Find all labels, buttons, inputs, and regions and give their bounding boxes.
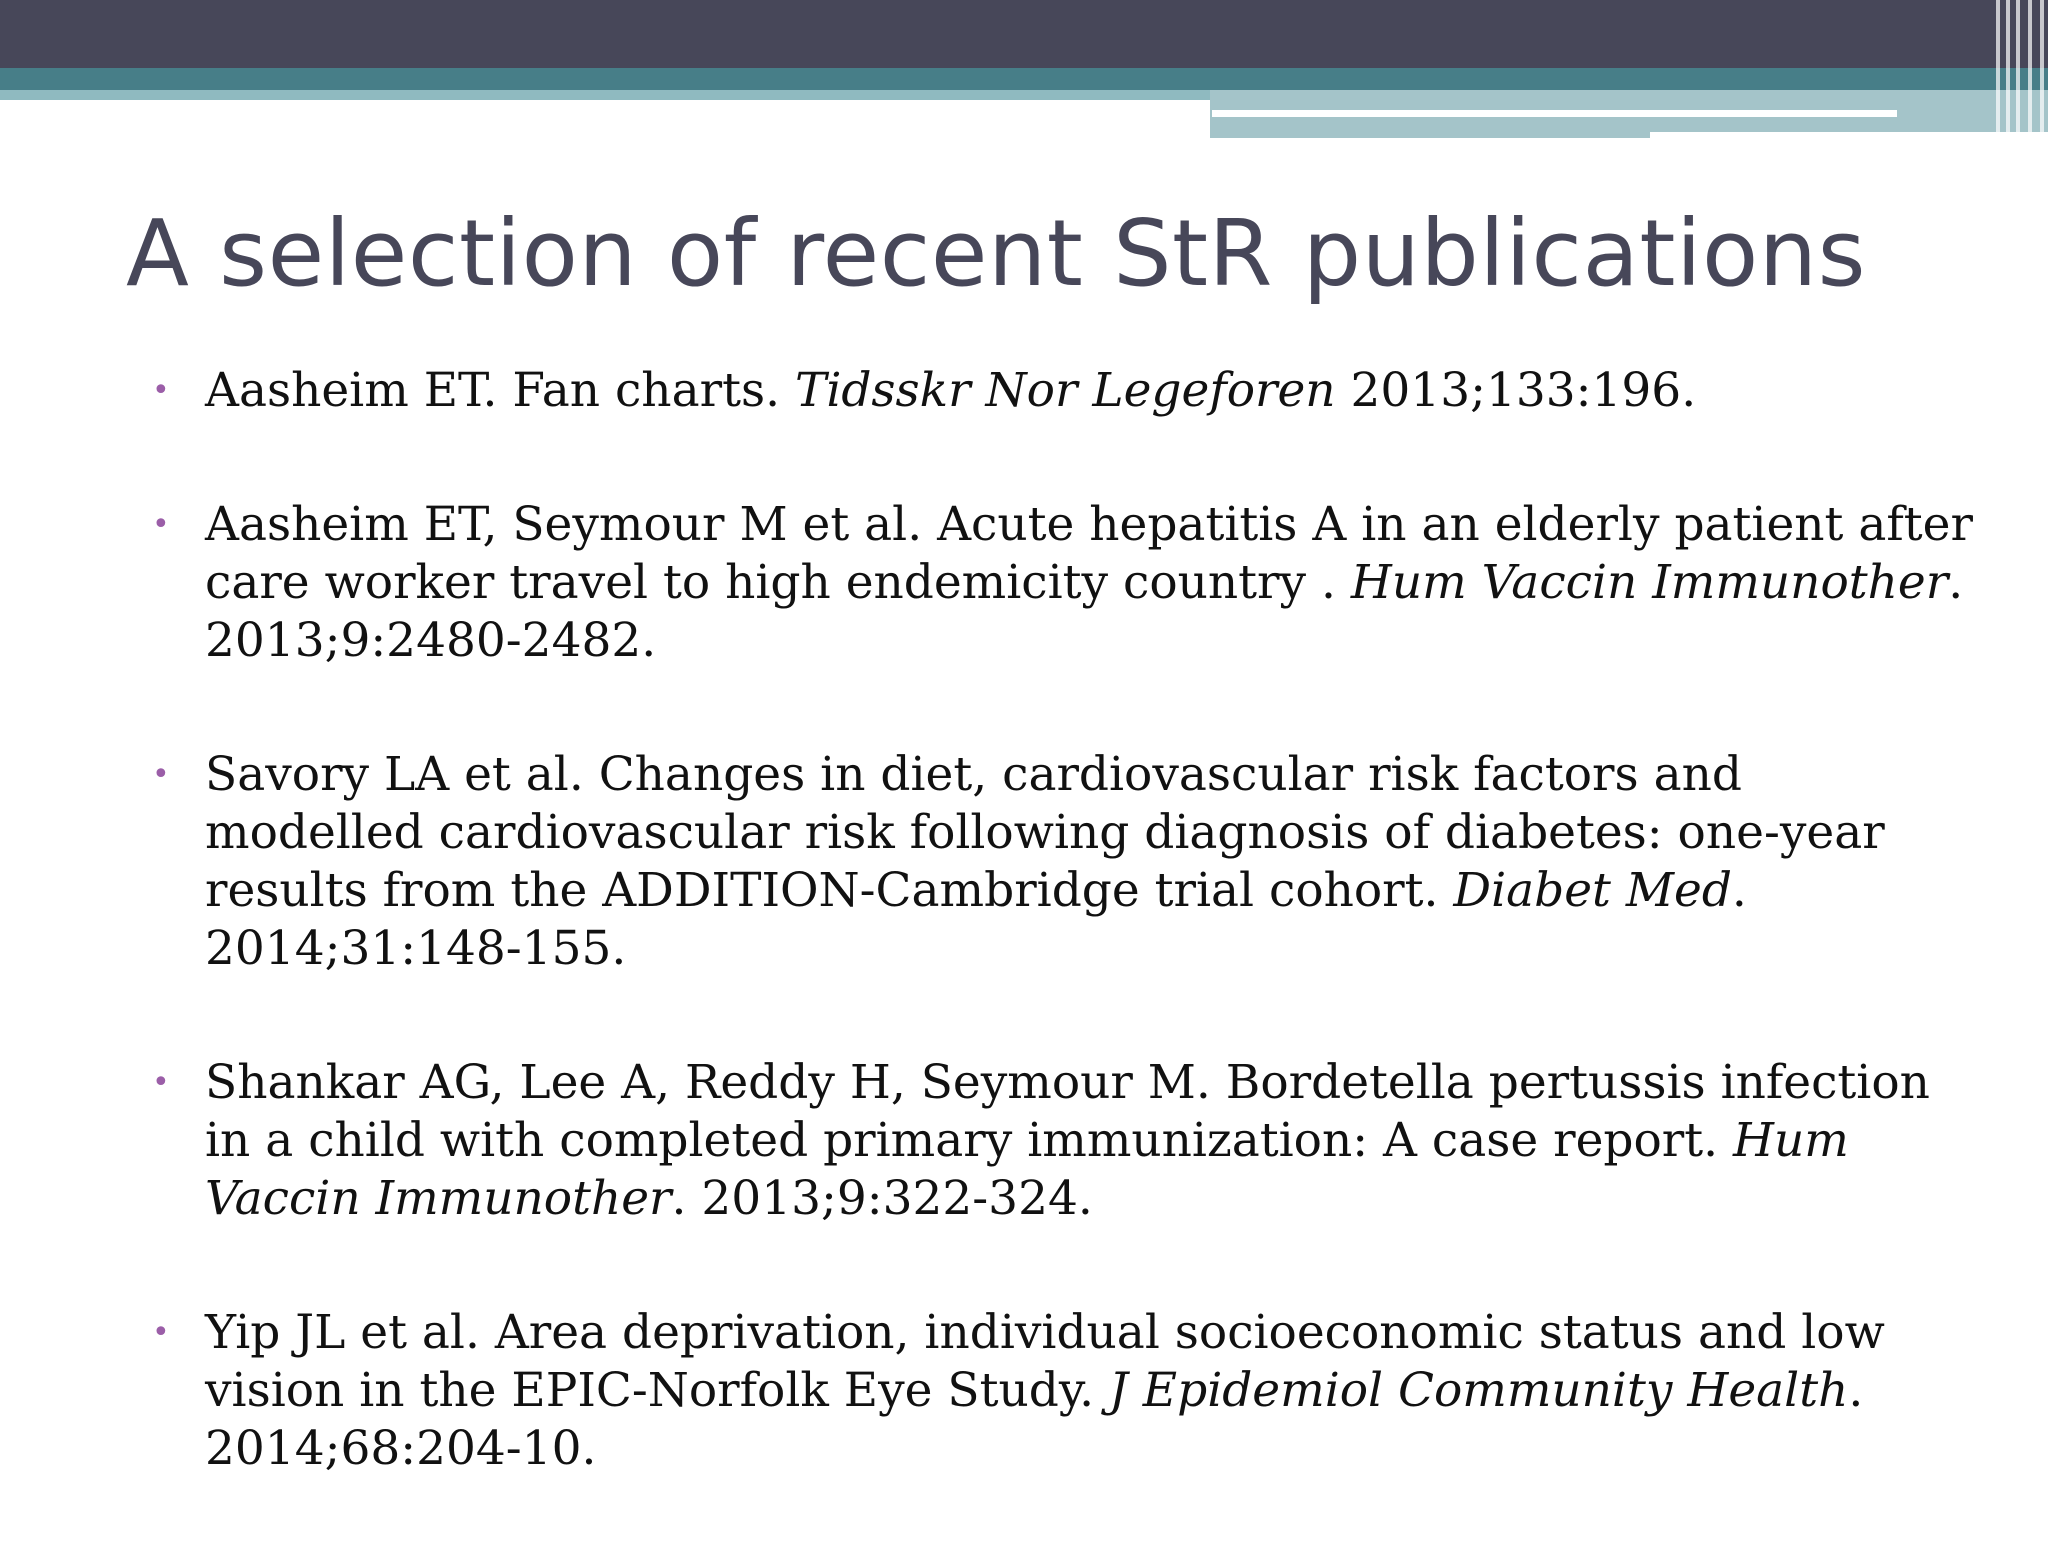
- publication-journal: Diabet Med: [1453, 863, 1732, 918]
- publication-item: [152, 1304, 1975, 1478]
- publication-journal: Tidsskr Nor Legeforen: [794, 363, 1336, 418]
- header-band-dark: [0, 0, 2048, 68]
- publication-citation: 2013;133:196.: [1335, 363, 1697, 418]
- header-band-teal: [0, 68, 2048, 90]
- publication-list: [152, 362, 1975, 1554]
- bullet-icon: •: [152, 1065, 170, 1100]
- publication-item: [152, 362, 1975, 420]
- slide-title: A selection of recent StR publications: [126, 200, 1867, 307]
- publication-item: [152, 1054, 1975, 1228]
- bullet-icon: •: [152, 757, 170, 792]
- publication-journal: Hum Vaccin Immunother: [205, 1113, 1849, 1226]
- publication-journal: Hum Vaccin Immunother: [1350, 555, 1949, 610]
- publication-authors-title: Aasheim ET, Seymour M et al. Acute hepatitis A in an elderly patient after care worker travel to high endemicity country .: [205, 497, 1973, 610]
- publication-authors-title: Aasheim ET. Fan charts.: [205, 363, 795, 418]
- bullet-icon: •: [152, 1315, 170, 1350]
- publication-item: [152, 496, 1975, 670]
- bullet-icon: •: [152, 373, 170, 408]
- publication-citation: . 2014;31:148-155.: [205, 863, 1747, 976]
- publication-item: [152, 746, 1975, 978]
- header-band-white-line-2: [1650, 132, 2048, 138]
- bullet-icon: •: [152, 507, 170, 542]
- publication-citation: . 2013;9:2480-2482.: [205, 555, 1964, 668]
- header-edge-stripes: [1990, 0, 2048, 138]
- header-band-white-line: [1212, 110, 1897, 117]
- publication-citation: . 2014;68:204-10.: [205, 1363, 1864, 1476]
- publication-authors-title: Yip JL et al. Area deprivation, individual socioeconomic status and low vision in the EPIC-Norfolk Eye Study.: [205, 1305, 1885, 1418]
- publication-citation: . 2013;9:322-324.: [671, 1171, 1093, 1226]
- header-band-light-left: [0, 90, 1210, 100]
- publication-authors-title: Savory LA et al. Changes in diet, cardiovascular risk factors and modelled cardiovascular risk following diagnosis of diabetes: one-year results from the ADDITION-Cambridge trial cohort.: [205, 747, 1885, 918]
- publication-authors-title: Shankar AG, Lee A, Reddy H, Seymour M. Bordetella pertussis infection in a child with completed primary immunization: A case report.: [205, 1055, 1930, 1168]
- publication-journal: J Epidemiol Community Health: [1109, 1363, 1849, 1418]
